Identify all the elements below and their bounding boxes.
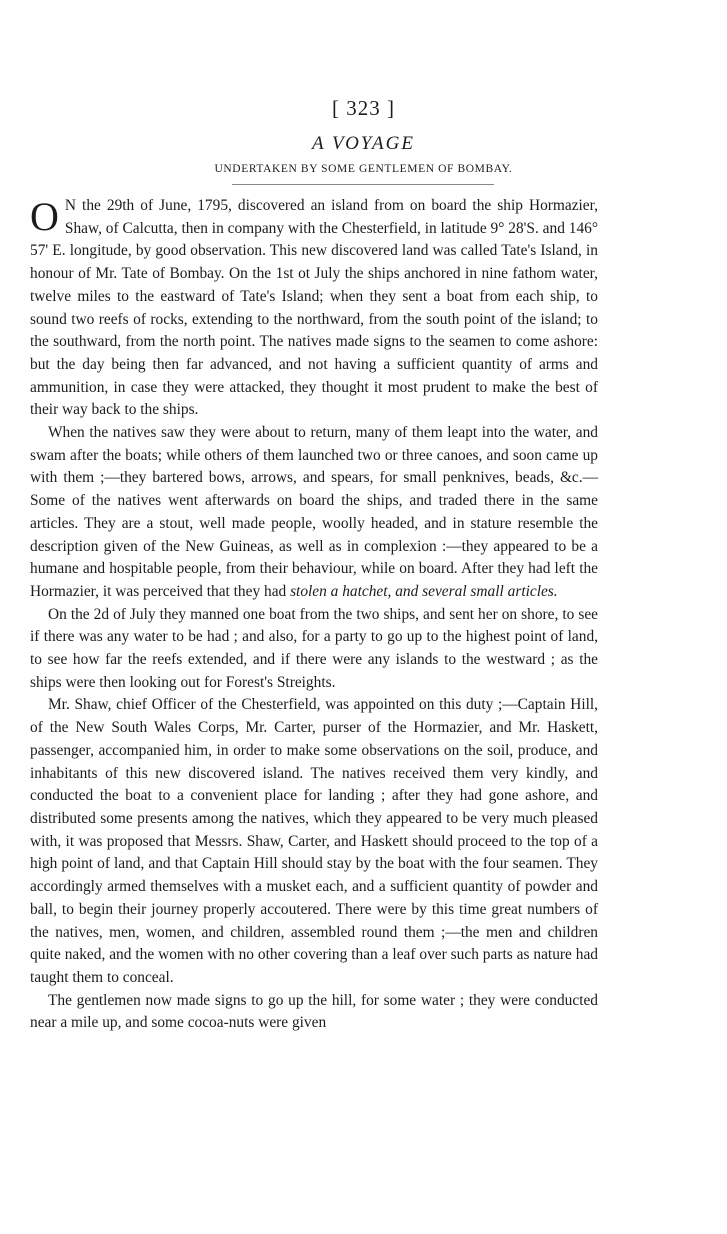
paragraph-2 xyxy=(30,422,598,604)
paragraph-5: The gentlemen now made signs to go up the hill, for some water ; they were conducted near a mile up, and some cocoa-nuts were given xyxy=(30,991,598,1032)
article-subtitle: UNDERTAKEN BY SOME GENTLEMEN OF BOMBAY. xyxy=(214,163,513,175)
paragraph-1 xyxy=(30,195,598,422)
paragraph-1-text: N the 29th of June, 1795, discovered an island from on board the ship Hormazier, Shaw, of Calcutta, then in company with the Chesterfield, in latitude 9° 28'S. and 146° 57' E. longitude, by good observation. This new discovered land was called Tate's Island, in honour of Mr. Tate of Bombay. On the 1st ot July the ships anchored in nine fathom water, twelve miles to the eastward of Tate's Island; when they sent a boat from each ship, to sound two reefs of rocks, extending to the northward, from the south point of the island; to the southward, from the north point. The natives made signs to the seamen to come ashore: but the day being then far advanced, and not having a sufficient quantity of arms and ammunition, in case they were attacked, they thought it most prudent to make the best of their way back to the ships. xyxy=(30,197,598,419)
drop-cap: O xyxy=(30,194,59,239)
paragraph-3: On the 2d of July they manned one boat from the two ships, and sent her on shore, to see if there was any water to be had ; and also, for a party to go up to the highest point of land, to see how far the reefs extended, and if there were any islands to the westward ; as the ships were then looking out for Forest's Streights. xyxy=(30,605,598,691)
article-title: A VOYAGE xyxy=(312,133,415,154)
title-rule xyxy=(232,184,494,185)
paragraph-2-italic: stolen a hatchet, and several small articles. xyxy=(290,582,558,600)
article-body xyxy=(30,195,598,1035)
page-number: [ 323 ] xyxy=(332,96,395,120)
paragraph-2-text: When the natives saw they were about to return, many of them leapt into the water, and swam after the boats; while others of them launched two or three canoes, and soon came up with them ;—they bartered bows, arrows, and spears, for small penknives, beads, &c.— Some of the natives went afterwards on board the ships, and traded there in the same articles. They are a stout, well made people, woolly headed, and in stature resemble the description given of the New Guineas, as well as in complexion :—they appeared to be a humane and hospitable people, from their behaviour, while on board. After they had left the Hormazier, it was perceived that they had xyxy=(30,424,598,600)
paragraph-4: Mr. Shaw, chief Officer of the Chesterfield, was appointed on this duty ;—Captain Hill, of the New South Wales Corps, Mr. Carter, purser of the Hormazier, and Mr. Haskett, passenger, accompanied him, in order to make some observations on the soil, produce, and inhabitants of this new discovered island. The natives received them very kindly, and conducted the boat to a convenient place for landing ; after they had gone ashore, and distributed some presents among the natives, which they appeared to be very much pleased with, it was proposed that Messrs. Shaw, Carter, and Haskett should proceed to the top of a high point of land, and that Captain Hill should stay by the boat with the four seamen. They accordingly armed themselves with a musket each, and a sufficient quantity of powder and ball, to begin their journey properly accoutered. There were by this time great numbers of the natives, men, women, and children, assembled round them ;—the men and children quite naked, and the women with no other covering than a leaf over such parts as nature had taught them to conceal. xyxy=(30,696,598,986)
